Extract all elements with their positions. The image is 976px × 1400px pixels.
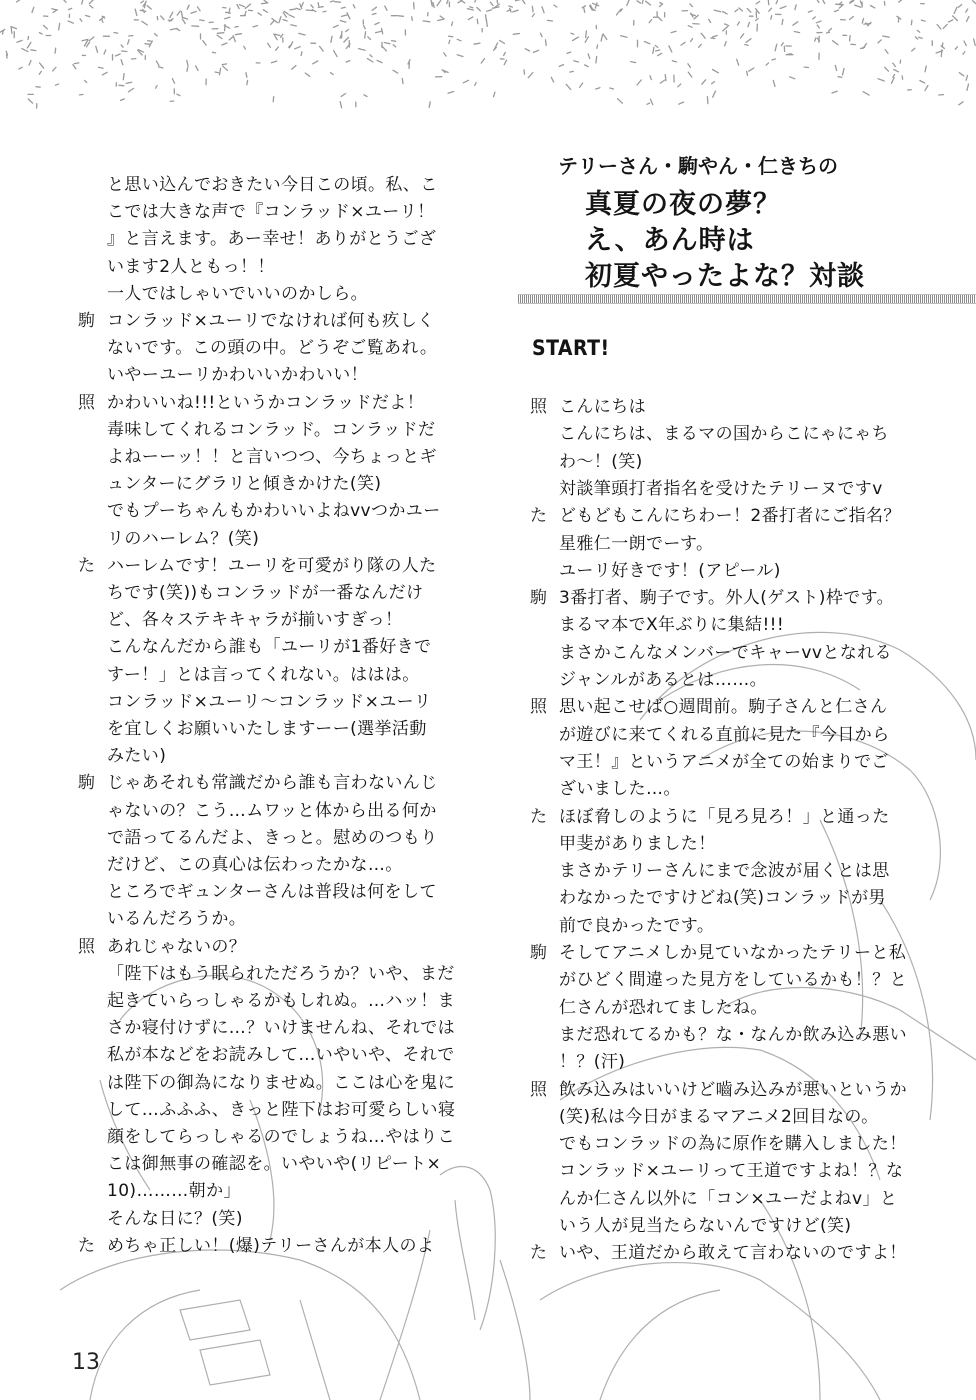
dialogue-line: いや、王道だから敢えて言わないのですよ！ — [559, 1243, 907, 1264]
dialogue-line: 一人ではしゃいでいいのかしら。 — [107, 283, 368, 304]
interview-title-line-1: 真夏の夜の夢？ — [585, 189, 781, 220]
dialogue-line: めちゃ正しい！(爆)テリーさんが本人のよ — [107, 1235, 435, 1256]
speaker-mark: た — [530, 506, 547, 527]
dialogue-line: まさかこんなメンバーでキャーvvとなれる — [559, 642, 892, 663]
dialogue-line: は陛下の御為になりませぬ。ここは心を鬼に — [107, 1072, 455, 1093]
dialogue-line: コンラッド×ユーリ～コンラッド×ユーリ — [107, 691, 432, 712]
dialogue-line: じゃあそれも常識だから誰も言わないんじ — [107, 773, 438, 794]
dialogue-line: ユーリ好きです！(アピール) — [559, 560, 781, 581]
dialogue-line: ハーレムです！ユーリを可愛がり隊の人た — [107, 555, 437, 576]
dialogue-line: どもどもこんにちわー！2番打者にご指名？ — [559, 506, 901, 527]
dialogue-line: 顔をしてらっしゃるのでしょうね…やはりこ — [107, 1127, 455, 1147]
speaker-mark: た — [530, 806, 547, 827]
speaker-mark: た — [530, 1243, 547, 1264]
dialogue-line: よねーーッ！！と言いつつ、今ちょっとギ — [107, 447, 437, 467]
interview-subtitle: テリーさん・駒やん・仁きちの — [558, 154, 838, 178]
dialogue-line: いう人が見当たらないんですけど(笑) — [559, 1216, 852, 1236]
dialogue-line: が遊びに来てくれる直前に見た『今日から — [559, 724, 890, 745]
dialogue-line: さか寝付けずに…？いけませんね、それでは — [107, 1018, 455, 1039]
dialogue-line: そんな日に？(笑) — [107, 1208, 243, 1229]
dialogue-line: 星雅仁一朗でーす。 — [559, 533, 714, 554]
dialogue-line: ちです(笑))もコンラッドが一番なんだけ — [107, 583, 424, 603]
dialogue-line: こんなんだから誰も「ユーリが1番好きで — [107, 637, 432, 658]
dialogue-line: いるんだろうか。 — [107, 909, 247, 930]
dialogue-line: 』と言えます。あー幸せ！ありがとうござ — [107, 229, 437, 250]
dialogue-line: まさかテリーさんにまで念波が届くとは思 — [559, 861, 890, 882]
dialogue-line: 3番打者、駒子です。外人(ゲスト)枠です。 — [559, 588, 895, 609]
dialogue-line: (笑)私は今日がまるマアニメ2回目なの。 — [559, 1106, 879, 1127]
dialogue-line: ど、各々ステキキャラが揃いすぎっ！ — [107, 610, 403, 631]
dialogue-line: 私が本などをお読みして…いやいや、それで — [107, 1045, 455, 1066]
dialogue-line: わ～！(笑) — [559, 451, 643, 472]
dialogue-line: 思い起こせば○週間前。駒子さんと仁さん — [559, 697, 888, 718]
speaker-mark: 照 — [530, 697, 547, 718]
dialogue-line: リのハーレム？(笑) — [107, 528, 260, 549]
dialogue-line: ュンターにグラリと傾きかけた(笑) — [107, 474, 382, 495]
dialogue-line: 起きていらっしゃるかもしれぬ。…ハッ！ま — [107, 991, 455, 1011]
speaker-mark: 駒 — [78, 311, 95, 331]
dialogue-line: 甲斐がありました！ — [559, 833, 716, 854]
speaker-mark: 駒 — [78, 773, 95, 794]
dialogue-line: こんにちは — [559, 397, 646, 417]
speaker-mark: た — [78, 555, 95, 576]
speaker-mark: 駒 — [530, 943, 547, 963]
dialogue-line: ざいました…。 — [559, 779, 681, 800]
speaker-mark: 駒 — [530, 588, 547, 609]
dialogue-line: でもコンラッドの為に原作を購入しました！ — [559, 1134, 907, 1155]
interview-title-line-2: え、あん時は — [585, 225, 755, 256]
start-label: START! — [532, 336, 610, 360]
dialogue-line: して…ふふふ、きっと陛下はお可愛らしい寝 — [107, 1099, 456, 1120]
dialogue-line: あれじゃないの？ — [107, 936, 247, 957]
page-number: 13 — [72, 1350, 100, 1375]
dialogue-line: ないです。この頭の中。どうぞご覧あれ。 — [107, 338, 438, 359]
dialogue-line: みたい) — [107, 746, 167, 767]
interview-title-line-3: 初夏やったよな？対談 — [585, 261, 865, 292]
speaker-mark: 照 — [78, 936, 95, 957]
speaker-mark: た — [78, 1235, 95, 1256]
dialogue-line: マ王！』というアニメが全ての始まりでご — [559, 751, 889, 772]
dialogue-line: ほぼ脅しのように「見ろ見ろ！」と通った — [559, 806, 890, 827]
dialogue-line: すー！」とは言ってくれない。ははは。 — [107, 664, 420, 685]
dialogue-line: まだ恐れてるかも？な・なんか飲み込み悪い — [559, 1024, 907, 1045]
dialogue-line: いやーユーリかわいいかわいい！ — [107, 365, 368, 386]
dialogue-line: でもプーちゃんもかわいいよねvvつかユー — [107, 501, 441, 522]
speaker-mark: 照 — [530, 397, 547, 417]
dialogue-line: わなかったですけどね(笑)コンラッドが男 — [559, 888, 886, 909]
dialogue-line: こんにちは、まるマの国からこにゃにゃち — [559, 424, 889, 445]
dialogue-line: と思い込んでおきたい今日この頃。私、こ — [107, 175, 438, 195]
dialogue-line: がひどく間違った見方をしているかも！？と — [559, 970, 907, 991]
dialogue-line: 「陛下はもう眠られただろうか？いや、まだ — [107, 963, 455, 984]
dialogue-line: 毒味してくれるコンラッド。コンラッドだ — [107, 419, 436, 440]
dialogue-line: まるマ本でX年ぶりに集結!!! — [559, 615, 785, 636]
dialogue-line: んか仁さん以外に「コン×ユーだよねv」と — [559, 1188, 898, 1209]
dialogue-line: こでは大きな声で『コンラッド×ユーリ！ — [107, 202, 435, 223]
dialogue-line: こは御無事の確認を。いやいや(リピート× — [107, 1154, 442, 1175]
dialogue-line: だけど、この真心は伝わったかな…。 — [107, 855, 403, 875]
dialogue-line: 10)………朝か」 — [107, 1181, 241, 1202]
dialogue-line: 飲み込みはいいけど嚙み込みが悪いというか — [559, 1079, 907, 1100]
dialogue-line: ！？(汗) — [559, 1052, 626, 1073]
dialogue-line: 仁さんが恐れてましたね。 — [559, 997, 768, 1018]
dialogue-line: います2人ともっ！！ — [107, 256, 275, 277]
speaker-mark: 照 — [530, 1079, 547, 1100]
dialogue-line: コンラッド×ユーリって王道ですよね！？な — [559, 1161, 904, 1182]
speaker-mark: 照 — [78, 392, 95, 413]
dialogue-line: コンラッド×ユーリでなければ何も疚しく — [107, 311, 435, 331]
dialogue-line: そしてアニメしか見ていなかったテリーと私 — [559, 943, 907, 963]
dialogue-line: ゃないの？こう…ムワッと体から出る何か — [107, 800, 437, 821]
dialogue-line: で語ってるんだよ、きっと。慰めのつもり — [107, 827, 438, 848]
dialogue-line: ジャンルがあるとは……。 — [559, 670, 768, 690]
dialogue-line: かわいいね!!!というかコンラッドだよ！ — [107, 392, 425, 413]
dialogue-line: 対談筆頭打者指名を受けたテリーヌですv — [559, 478, 883, 499]
dialogue-line: を宜しくお願いいたしますーー(選挙活動 — [107, 719, 427, 739]
dialogue-line: ところでギュンターさんは普段は何をして — [107, 882, 437, 903]
dialogue-line: 前で良かったです。 — [559, 915, 715, 936]
